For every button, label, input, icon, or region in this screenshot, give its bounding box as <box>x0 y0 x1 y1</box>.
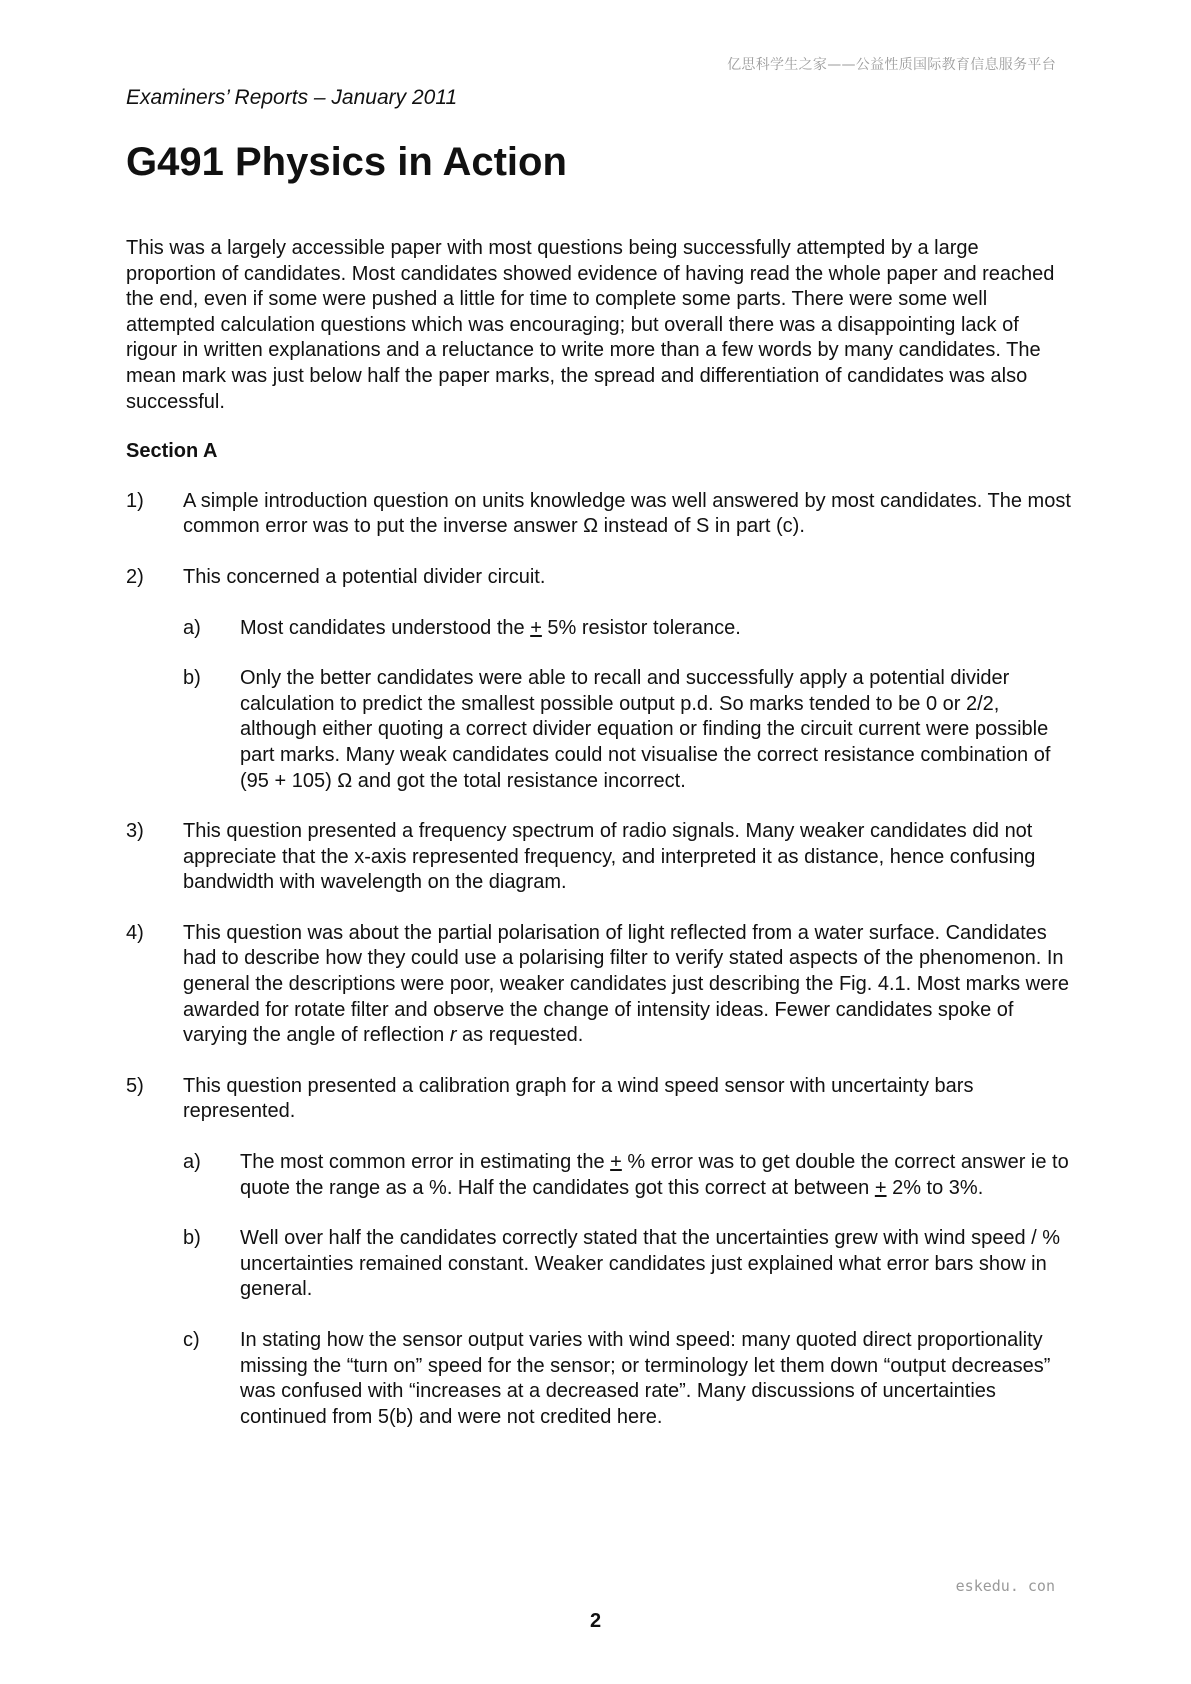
question-number: 4) <box>126 921 144 944</box>
question-1 <box>126 489 1071 540</box>
question-3 <box>126 819 1071 896</box>
question-body <box>183 1074 1071 1431</box>
subpart-c <box>183 1328 1071 1430</box>
subpart-text: In stating how the sensor output varies with wind speed: many quoted direct proportionality missing the “turn on” speed for the sensor; or terminology let them down “output decreases” was confused with “increases at a decreased rate”. Many discussions of uncertainties continued from 5(b) and were not credited here. <box>240 1329 1051 1428</box>
plus-minus-symbol: + <box>610 1151 622 1174</box>
question-4 <box>126 921 1071 1049</box>
subpart-a <box>183 1150 1071 1201</box>
text-run: 5% resistor tolerance. <box>541 616 741 639</box>
watermark-bottom: eskedu. con <box>955 1577 1055 1595</box>
text-run: 2% to 3%. <box>886 1176 984 1199</box>
subpart-text: Only the better candidates were able to recall and successfully apply a potential divider calculation to predict the smallest possible output p.d. So marks tended to be 0 or 2/2, although either quoting a correct divider equation or finding the circuit current were possible part marks. Many weak candidates could not visualise the correct resistance combination of (95 + 105) Ω and got the total resistance incorrect. <box>240 667 1051 792</box>
subpart-text <box>240 616 1071 642</box>
question-text <box>183 921 1071 1049</box>
question-number: 3) <box>126 820 144 843</box>
intro-paragraph: This was a largely accessible paper with most questions being successfully attempted by a large proportion of candidates. Most candidates showed evidence of having read the whole paper and reached the end, even if some were pushed a little for time to complete some parts. There were some well attempted calculation questions which was encouraging; but overall there was a disappointing lack of rigour in written explanations and a reluctance to write more than a few words by many candidates. The mean mark was just below half the paper marks, the spread and differentiation of candidates was also successful. <box>126 237 1055 413</box>
subpart-b <box>183 1226 1071 1303</box>
subpart-label: b) <box>183 1227 201 1250</box>
report-body <box>126 236 1071 1455</box>
page-number: 2 <box>589 1610 602 1632</box>
question-body <box>183 819 1071 896</box>
subpart-b <box>183 666 1071 794</box>
variable-r: r <box>449 1024 457 1047</box>
text-run: This question was about the partial polarisation of light reflected from a water surface. Candidates had to describe how they could use a polarising filter to verify stated aspects of the phenomenon. In general the descriptions were poor, weaker candidates just describing the Fig. 4.1. Most marks were awarded for rotate filter and observe the change of intensity ideas. Fewer candidates spoke of varying the angle of reflection <box>183 921 1069 1047</box>
subpart-text: Well over half the candidates correctly stated that the uncertainties grew with wind speed / % uncertainties remained constant. Weaker candidates just explained what error bars show in general. <box>240 1227 1061 1301</box>
subpart-label: b) <box>183 667 201 690</box>
text-run: % error was to get double the correct answer ie to quote the range as a %. Half the candidates got this correct at between <box>240 1151 1069 1199</box>
plus-minus-symbol: + <box>530 616 542 639</box>
question-number: 2) <box>126 565 144 588</box>
text-run: Most candidates understood the <box>240 616 531 639</box>
question-text: A simple introduction question on units knowledge was well answered by most candidates. The most common error was to put the inverse answer Ω instead of S in part (c). <box>183 489 1071 538</box>
question-number: 1) <box>126 489 144 512</box>
plus-minus-symbol: + <box>874 1176 887 1199</box>
page-title: G491 Physics in Action <box>126 140 567 184</box>
question-text: This question presented a frequency spectrum of radio signals. Many weaker candidates did not appreciate that the x-axis represented frequency, and interpreted it as distance, hence confusing bandwidth with wavelength on the diagram. <box>183 820 1036 894</box>
question-body <box>183 921 1071 1049</box>
question-2 <box>126 565 1071 794</box>
question-body <box>183 489 1071 540</box>
subpart-label: c) <box>183 1329 200 1351</box>
question-number: 5) <box>126 1074 144 1097</box>
section-heading: Section A <box>126 440 218 463</box>
report-header: Examiners’ Reports – January 2011 <box>126 86 458 109</box>
question-body <box>183 565 1071 794</box>
text-run: as requested. <box>456 1024 584 1047</box>
subpart-label: a) <box>183 1151 201 1174</box>
question-text: This question presented a calibration graph for a wind speed sensor with uncertainty bars represented. <box>183 1074 974 1123</box>
question-text: This concerned a potential divider circuit. <box>183 565 546 588</box>
text-run: The most common error in estimating the <box>240 1151 611 1174</box>
watermark-top: 亿思科学生之家——公益性质国际教育信息服务平台 <box>727 57 1056 73</box>
subpart-label: a) <box>183 616 201 639</box>
subpart-text <box>240 1150 1071 1201</box>
subpart-a <box>183 616 1071 642</box>
question-5 <box>126 1074 1071 1431</box>
